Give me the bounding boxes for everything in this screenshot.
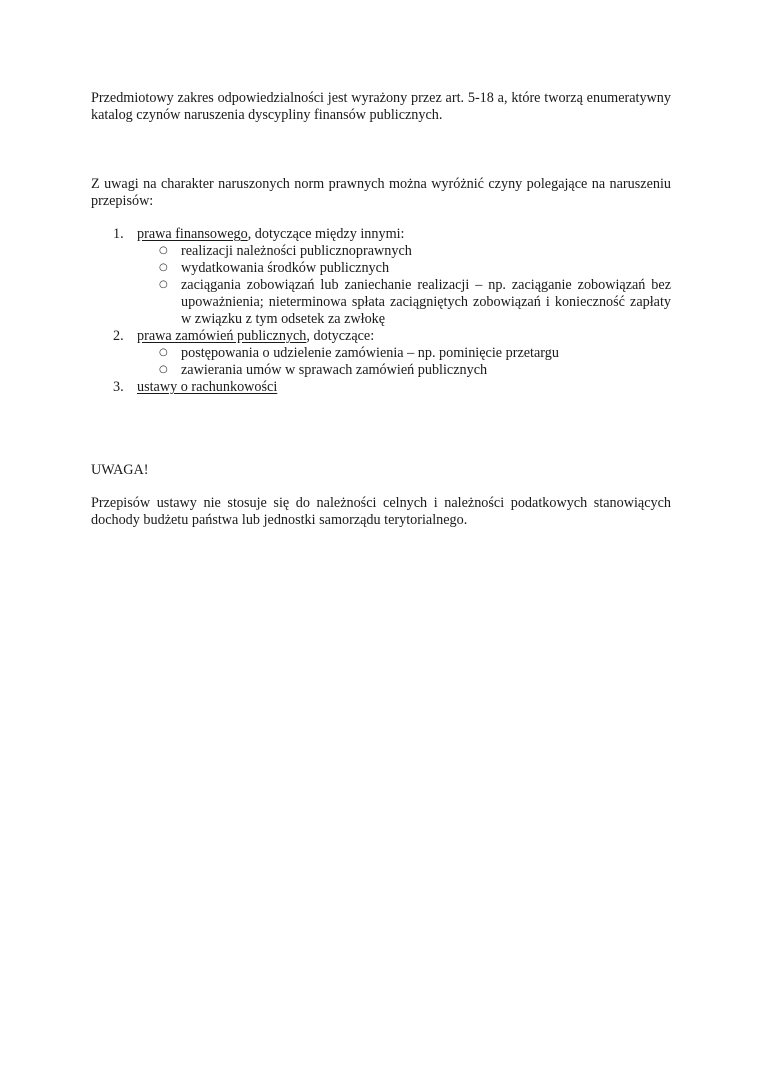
notice-paragraph: Przepisów ustawy nie stosuje się do należności celnych i należności podatkowych stanowiących dochody budżetu państwa lub jednostki samorządu terytorialnego. — [91, 495, 671, 528]
list-item-suffix: , dotyczące między innymi: — [247, 226, 405, 242]
sub-list — [137, 345, 671, 379]
sub-list-item: ○ wydatkowania środków publicznych — [159, 260, 390, 276]
circle-bullet-icon: ○ — [159, 245, 168, 256]
circle-bullet-icon: ○ — [159, 262, 168, 273]
circle-bullet-icon: ○ — [159, 347, 168, 358]
intro-paragraph: Przedmiotowy zakres odpowiedzialności jest wyrażony przez art. 5-18 a, które tworzą enumeratywny katalog czynów naruszenia dyscypliny finansów publicznych. — [91, 90, 671, 123]
document-page — [91, 90, 671, 529]
sub-list-item: ○ realizacji należności publicznoprawnych — [159, 243, 412, 259]
list-item-title: prawa finansowego — [137, 226, 248, 242]
list-item-finance-law — [91, 226, 671, 328]
list-item-public-procurement — [91, 328, 671, 379]
notice-heading: UWAGA! — [91, 462, 149, 478]
circle-bullet-icon: ○ — [159, 364, 168, 375]
list-number: 3. — [113, 379, 124, 395]
violations-intro-paragraph: Z uwagi na charakter naruszonych norm prawnych można wyróżnić czyny polegające na naruszeniu przepisów: — [91, 176, 671, 209]
sub-list-item: ○ postępowania o udzielenie zamówienia – np. pominięcie przetargu — [159, 345, 559, 361]
sub-list-item: ○ zaciągania zobowiązań lub zaniechanie realizacji – np. zaciąganie zobowiązań bez upoważnienia; nieterminowa spłata zaciągniętych zobowiązań i konieczność zapłaty w związku z tym odsetek za zwłokę — [159, 277, 671, 327]
circle-bullet-icon: ○ — [159, 279, 168, 290]
list-item-suffix: , dotyczące: — [306, 328, 375, 344]
list-number: 2. — [113, 328, 124, 344]
sub-list — [137, 243, 671, 328]
list-item-accounting-act — [91, 379, 671, 396]
list-item-title: prawa zamówień publicznych — [137, 328, 307, 344]
list-item-title: ustawy o rachunkowości — [137, 379, 278, 395]
violations-list — [91, 226, 671, 396]
sub-list-item: ○ zawierania umów w sprawach zamówień publicznych — [159, 362, 488, 378]
list-number: 1. — [113, 226, 124, 242]
